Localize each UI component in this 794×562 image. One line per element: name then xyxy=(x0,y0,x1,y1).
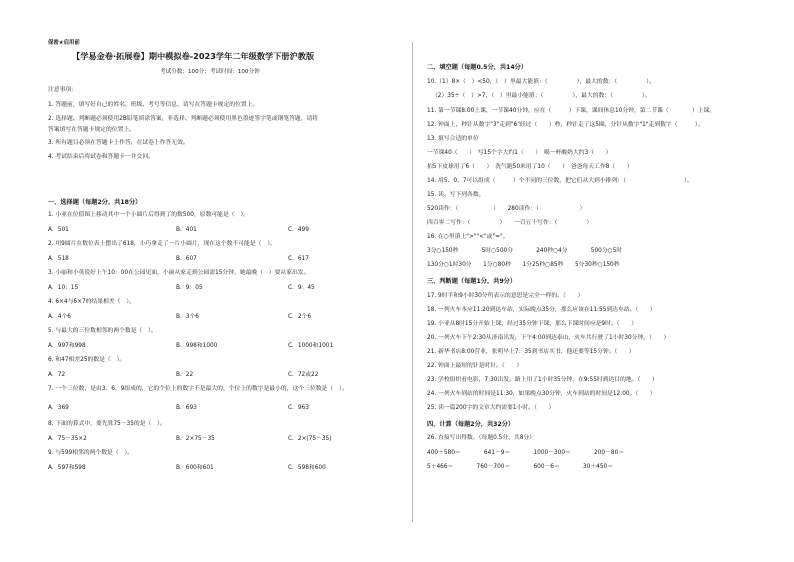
option[interactable]: A．4个6 xyxy=(48,314,71,320)
question-line: 18. 一列火车本应11:20到达车站，实际晚点35分，那么应该在11:55到达车站。（ ） xyxy=(427,307,656,313)
option[interactable]: B．9：05 xyxy=(176,285,203,291)
question-line: 25. 读一篇200字的文章大约需要1小时。（ ） xyxy=(427,405,555,411)
question-line: 10.（1）8×（ ）<50，（ ）里最大能填：（ ），最大的数：（ ）。 xyxy=(427,79,655,85)
section-heading: 三、判断题（每题1分，共9分） xyxy=(427,278,517,285)
option[interactable]: A．997和998 xyxy=(48,343,86,349)
question-line: 19. 小亚从8时15分开始上课，经过35分钟下课，那么下课时间应是9时。（ ） xyxy=(427,321,637,327)
question-line: （2）35÷（ ）>7，（ ）里最小能填：（ ），最大的数：（ ）。 xyxy=(432,93,651,99)
option[interactable]: B．600和601 xyxy=(176,465,214,471)
question-line: 20. 一列火车下午2:30从济南出发，下午4:00到达泰山，火车共行驶了1小时30分钟。（ ） xyxy=(427,335,670,341)
option[interactable]: C．598和600 xyxy=(288,465,326,471)
option[interactable]: C．617 xyxy=(288,256,309,262)
page-title: 【学易金卷·拓展卷】期中模拟卷-2023学年二年级数学下册沪教版 xyxy=(72,51,315,61)
note-item: 1. 答题前，填写好自己的姓名、班级、考号等信息，请写在答题卡规定的位置上。 xyxy=(48,102,259,108)
option[interactable]: B．2×75－35 xyxy=(176,436,215,442)
option[interactable]: A．72 xyxy=(48,372,66,378)
question-stem: 7. 一个三位数，是由3、6、9组成的，它的个位上的数字不是最大的，个位上的数字是最小的，这个三位数是（ ）。 xyxy=(48,386,348,392)
exam-meta: 考试分数：100分；考试时间：100分钟 xyxy=(160,69,260,75)
question-stem: 2. 用9圆片在数位表上摆出了618，小巧拿走了一片小圆片，现在这个数不可能是（ ）。 xyxy=(48,241,276,247)
note-item: 答案填写在答题卡规定的位置上。 xyxy=(48,127,135,133)
column-divider xyxy=(412,42,413,522)
question-line: 21. 新华书店8:00营业，张明早上7：35到书店买书，他还要等15分钟。（ ） xyxy=(427,349,635,355)
option[interactable]: A．75－35×2 xyxy=(48,436,87,442)
option[interactable]: A．10：15 xyxy=(48,285,79,291)
question-line: 520读作：（ ） 280读作：（ ） xyxy=(427,206,586,212)
option[interactable]: C．499 xyxy=(288,227,309,233)
question-line: 13. 填写合适的单位 xyxy=(427,136,479,142)
option[interactable]: C．72或22 xyxy=(288,372,319,378)
note-item: 2. 选择题、判断题必须使用2B铅笔填涂答案，非选择、判断题必须使用黑色墨迹签字笔或钢笔答题，请将 xyxy=(48,116,319,122)
question-line: 22. 钟面上最短的针是时针。（ ） xyxy=(427,363,523,369)
option[interactable]: A．518 xyxy=(48,256,69,262)
question-line: 15. 读、写下列各数。 xyxy=(427,192,485,198)
section-heading: 四、计算（每题2分，共32分） xyxy=(427,421,515,428)
question-line: 12. 钟面上，秒针从数字"3"走到"6"经过（ ）秒，秒针走了这5圈，分针从数字"1"走到数字（ ）。 xyxy=(427,122,704,128)
option[interactable]: B．693 xyxy=(176,405,197,411)
calc-row: 5＋466＝ 760－700＝ 600－6＝ 30＋450＝ xyxy=(427,464,614,470)
option[interactable]: C．2×(75－35) xyxy=(288,436,332,442)
option[interactable]: A．597和598 xyxy=(48,465,86,471)
question-line: 24. 一列火车到站的时间是11:30，如果晚点30分钟，火车到站的时间是12:00。（ ） xyxy=(427,391,656,397)
question-stem: 6. 和47相差25的数是（ ）。 xyxy=(48,357,126,363)
confidential-mark: 保密★启用前 xyxy=(48,40,80,46)
option[interactable]: B．401 xyxy=(176,227,197,233)
question-stem: 9. 与599相邻的两个数是（ ）。 xyxy=(48,450,134,456)
question-line: 17. 9时半和9小时30分所表示的意思是完全一样的。（ ） xyxy=(427,293,584,299)
calc-row: 400＋580＝ 641－9＝ 1000－300＝ 200－80＝ xyxy=(427,450,625,456)
section-heading: 一、选择题（每题2分，共18分） xyxy=(48,199,142,206)
note-item: 3. 所有题目必须在答题卡上作答，在试卷上作答无效。 xyxy=(48,140,189,146)
question-line: 3分○150秒 5时○500分 240秒○4分 500分○5时 xyxy=(427,248,623,254)
question-stem: 5. 与最大的三位数相邻的两个数是（ ）。 xyxy=(48,328,157,334)
question-line: 130分○1时30分 1分○80秒 1分25秒○85秒 5分30秒○150秒 xyxy=(427,262,620,268)
option[interactable]: B．22 xyxy=(176,372,194,378)
question-line: 16. 在○里填上">""<"或"="。 xyxy=(427,234,509,240)
option[interactable]: A．501 xyxy=(48,227,69,233)
option[interactable]: B．3个6 xyxy=(176,314,199,320)
question-line: 14. 用5、0、7可以组成（ ）个不同的三位数，把它们从大到小排列：（ ）。 xyxy=(427,178,693,184)
question-line: 一节课40（ ） 写15个字大约1（ ） 喝一杯酸奶大约3（ ） xyxy=(427,150,612,156)
question-line: 拍5下皮球用了6（ ） 洗气跑50米用了10（ ） 爸爸每天工作8（ ） xyxy=(427,164,633,170)
question-stem: 8. 下面的算式中，要先算75－35的是（ ）。 xyxy=(48,421,166,427)
question-stem: 3. 小丽和小英说好上午10：00在公园见面，小丽从家走到公园需15分钟，她最晚（ ）要从家出发。 xyxy=(48,270,310,276)
question-stem: 4. 6×4与6×7的结果相差（ ）。 xyxy=(48,299,135,305)
question-line: 四百零二写作：（ ） 一百五十写作：（ ） xyxy=(427,220,593,226)
option[interactable]: C．963 xyxy=(288,405,309,411)
option[interactable]: C．1000和1001 xyxy=(288,343,334,349)
question-line: 11. 第一节课8:00上课，一节课40分钟，应在（ ）下课，课间休息10分钟，第二节课（ ）上课。 xyxy=(427,108,716,114)
option[interactable]: A．369 xyxy=(48,405,69,411)
notes-heading: 注意事项： xyxy=(48,87,77,93)
note-item: 4. 考试结束后将试卷和答题卡一并交回。 xyxy=(48,154,154,160)
question-stem: 1. 小亚在位值图上移动其中一个小圆片后得到了的数500，原数可能是（ ）。 xyxy=(48,212,250,218)
option[interactable]: B．998和1000 xyxy=(176,343,218,349)
question-line: 26. 直接写出得数。（每题0.5分，共8分） xyxy=(427,435,536,441)
section-heading: 二、填空题（每题0.5分，共14分） xyxy=(427,64,528,71)
option[interactable]: C．2个6 xyxy=(288,314,312,320)
option[interactable]: C．9：45 xyxy=(288,285,315,291)
option[interactable]: B．607 xyxy=(176,256,197,262)
question-line: 23. 学校组织看电影，7:30出发，路上用了1小时35分钟，在9:55时到达目的地。（ ） xyxy=(427,377,658,383)
